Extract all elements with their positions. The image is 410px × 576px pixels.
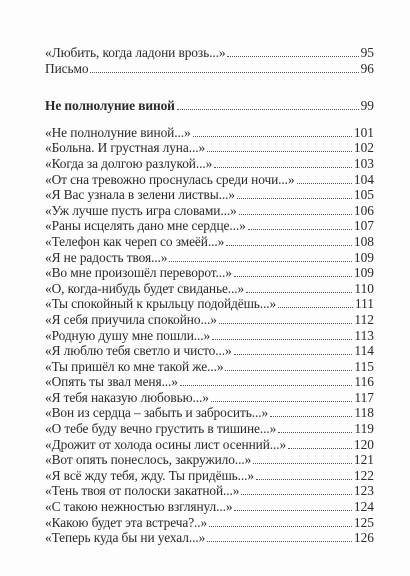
toc-entry [45,172,374,188]
toc-entry-title: «Когда за долгою разлукой...» [45,155,213,171]
dot-leader [214,167,352,168]
dot-leader [239,214,352,215]
toc-entry [45,405,374,421]
dot-leader [90,72,358,73]
toc-entry-page: 120 [353,436,374,452]
toc-entry-page: 121 [353,452,374,468]
dot-leader [278,307,353,308]
dot-leader [180,385,353,386]
toc-entry [45,296,374,312]
toc-entry-title: «Во мне произошёл переворот...» [45,265,232,281]
dot-leader [207,541,352,542]
dot-leader [278,432,352,433]
toc-entry-title: «Я тебя наказую любовью...» [45,389,209,405]
toc-entry-title: «Ты пришёл ко мне такой же...» [45,358,224,374]
toc-entry [45,437,374,453]
toc-entry-title: «Не полнолуние виной...» [45,124,191,140]
dot-leader [212,339,352,340]
toc-entry-page: 113 [354,327,374,343]
toc-entry [45,328,374,344]
toc-entry-page: 116 [354,374,374,390]
toc-entry [45,468,374,484]
toc-entry-page: 119 [354,421,374,437]
toc-entry-title: «Я всё жду тебя, жду. Ты придёшь...» [45,467,255,483]
section-page: 99 [360,98,374,114]
toc-entry-page: 110 [354,280,374,296]
toc-entry-title: «Больна. И грустная луна...» [45,140,206,156]
dot-leader [297,183,352,184]
dot-leader [211,401,353,402]
toc-entry [45,499,374,515]
toc-entry [45,312,374,328]
section-title: Не полнолуние виной [45,98,175,114]
toc-entry [45,156,374,172]
toc-entry-page: 125 [353,514,374,530]
toc-entry-page: 111 [354,296,374,312]
toc-entry [45,203,374,219]
toc-entry-title: «От сна тревожно проснулась среди ночи...» [45,171,295,187]
toc-entry [45,125,374,141]
toc-section-heading [45,98,374,114]
toc-entry-page: 102 [353,140,374,156]
toc-entry-title: «Я себя приучила спокойно...» [45,311,217,327]
toc-entry [45,343,374,359]
dot-leader [253,463,352,464]
toc-entry-title: «Дрожит от холода осины лист осенний...» [45,436,287,452]
toc-entry-title: «Родную душу мне пошли...» [45,327,211,343]
toc-entry-page: 118 [354,405,374,421]
dot-leader [288,448,352,449]
toc-entry [45,359,374,375]
toc-entry-page: 114 [354,343,374,359]
dot-leader [256,479,352,480]
toc-entry-title: «Я Вас узнала в зелени листвы...» [45,187,235,203]
toc-entry [45,265,374,281]
dot-leader [270,416,352,417]
toc-entry-title: «Я люблю тебя светло и чисто...» [45,343,232,359]
dot-leader [241,494,352,495]
toc-entry [45,421,374,437]
toc-entry-title: «Опять ты звал меня...» [45,374,178,390]
toc-entry [45,483,374,499]
toc-entry [45,45,374,61]
toc-entry [45,390,374,406]
dot-leader [193,136,352,137]
toc-entry [45,515,374,531]
toc-entry-page: 96 [360,60,374,76]
toc-entry-title: «Какою будет эта встреча?..» [45,514,208,530]
toc-entry-title: «Вот опять понеслось, закружило...» [45,452,252,468]
toc-entry [45,452,374,468]
toc-entry-page: 109 [353,265,374,281]
toc-entry-page: 108 [353,233,374,249]
dot-leader [169,261,352,262]
toc-entry-title: Письмо [45,60,89,76]
toc-entry-title: «Я не радость твоя...» [45,249,168,265]
toc-entry [45,61,374,77]
toc-entry-page: 115 [354,358,374,374]
toc-entry-page: 107 [353,218,374,234]
toc-entry [45,234,374,250]
dot-leader [219,323,353,324]
toc-entry-title: «Любить, когда ладони врозь...» [45,45,226,60]
toc-entry-title: «Ты спокойный к крыльцу подойдёшь...» [45,296,277,312]
toc-entry [45,140,374,156]
toc-entry-page: 105 [353,187,374,203]
toc-entry-page: 112 [354,311,374,327]
toc-entry-title: «Теперь куда бы ни уехал...» [45,530,206,546]
toc-entry-page: 124 [353,499,374,515]
toc-entry-page: 104 [353,171,374,187]
toc-entry-title: «О, когда-нибудь будет свиданье...» [45,280,245,296]
toc-entry [45,250,374,266]
toc-entry-page: 103 [353,155,374,171]
dot-leader [209,526,352,527]
dot-leader [234,354,353,355]
toc-entry-title: «О тебе буду вечно грустить в тишине...» [45,421,277,437]
dot-leader [207,151,352,152]
dot-leader [248,229,352,230]
toc-entry-page: 101 [353,124,374,140]
toc-entry [45,374,374,390]
toc-entry-page: 122 [353,467,374,483]
toc-entry-title: «Уж лучше пусть игра словами...» [45,202,237,218]
dot-leader [225,370,352,371]
toc-entry-title: «Телефон как череп со змеёй...» [45,233,225,249]
dot-leader [177,109,359,110]
dot-leader [234,276,352,277]
dot-leader [226,245,352,246]
toc-entry-title: «Раны исцелять дано мне сердце...» [45,218,246,234]
toc-entry-title: «Тень твоя от полоски закатной...» [45,483,240,499]
toc-entry-page: 117 [354,389,374,405]
dot-leader [234,510,351,511]
toc-entry [45,281,374,297]
dot-leader [237,198,352,199]
toc-entry [45,187,374,203]
dot-leader [246,292,352,293]
toc-entry-page: 109 [353,249,374,265]
toc-entry-page: 126 [353,530,374,546]
toc-entry [45,530,374,546]
dot-leader [227,56,358,57]
toc-entry [45,218,374,234]
toc-entry-title: «С такою нежностью взглянул...» [45,499,233,515]
toc-entry-list [45,125,374,546]
toc-entry-title: «Вон из сердца – забыть и забросить...» [45,405,269,421]
toc-entry-page: 123 [353,483,374,499]
table-of-contents [45,45,374,546]
toc-entry-page: 106 [353,202,374,218]
toc-entry-page: 95 [360,45,374,60]
